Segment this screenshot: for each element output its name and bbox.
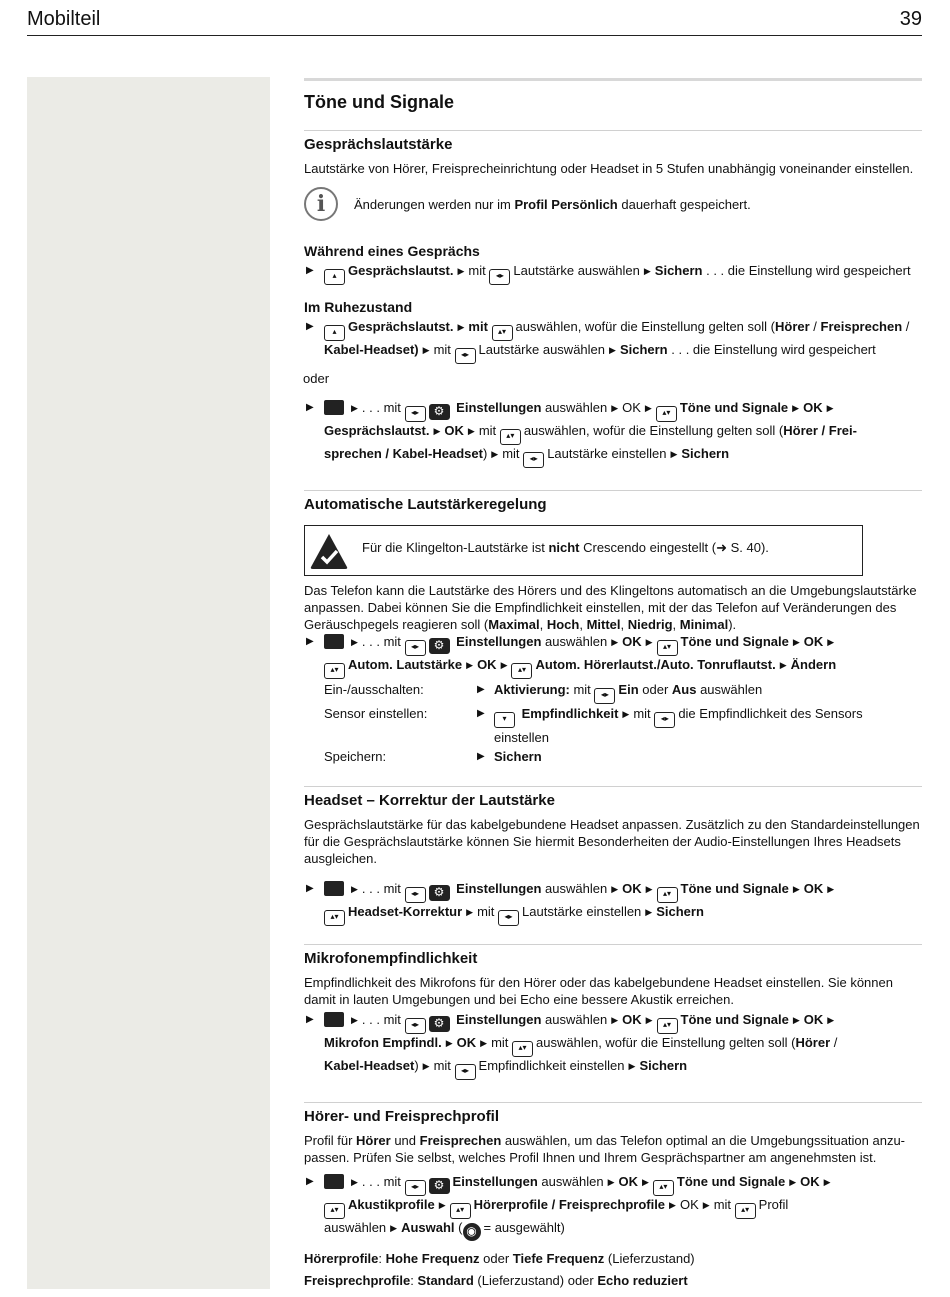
info-note: i Änderungen werden nur im Profil Persönlich dauerhaft gespeichert. — [304, 187, 922, 237]
arrow-icon: ▶ — [611, 884, 619, 894]
section-title: Headset – Korrektur der Lautstärke — [304, 792, 555, 809]
arrow-icon: ▶ — [433, 426, 441, 436]
nav-leftright-icon: ◂▸ — [489, 269, 510, 285]
nav-4way-icon: ◂▸ — [405, 406, 426, 422]
section-title: Mikrofonempfindlichkeit — [304, 950, 478, 967]
nav-updown-icon: ▴▾ — [450, 1203, 471, 1219]
arrow-icon: ▶ — [477, 751, 485, 762]
nav-4way-icon: ◂▸ — [405, 1018, 426, 1034]
oder-text: oder — [303, 371, 330, 386]
arrow-icon: ▶ — [643, 266, 651, 276]
warning-check-icon — [309, 532, 349, 570]
section-profile — [304, 1102, 922, 1289]
arrow-icon: ▶ — [466, 907, 474, 917]
footnote-hoererprofile: Hörerprofile: Hohe Frequenz oder Tiefe Frequenz (Lieferzustand) — [304, 1251, 695, 1266]
section-text: Profil für Hörer und Freisprechen auswählen, um das Telefon optimal an die Umgebungssituation anzu- passen. Prüfen Sie selbst, welches Profil Ihnen und Ihrem Gesprächspartner am angenehmsten ist. — [304, 1133, 906, 1165]
arrow-icon: ▶ — [480, 1038, 488, 1048]
arrow-icon: ▶ — [823, 1177, 831, 1187]
page-number: 39 — [899, 8, 922, 30]
nav-4way-icon: ◂▸ — [405, 640, 426, 656]
menu-key-icon — [324, 1012, 344, 1027]
section-text: Empfindlichkeit des Mikrofons für den Hörer oder das kabelgebundene Headset einstellen. Sie können damit in lauten Umgebungen und bei Echo eine bessere Akustik erreichen. — [304, 975, 893, 1007]
arrow-icon: ▶ — [351, 1177, 358, 1187]
nav-updown-icon: ▴▾ — [656, 406, 677, 422]
instruction-line: ▶ ▶ . . . mit ◂▸ ⚙ Einstellungen auswählen ▶ OK ▶ ▴▾ Töne und Signale ▶ OK ▶ Gesprächslautst. ▶ OK ▶ mit ▴▾ auswählen, wofür die Einstellung gelten soll (Hörer / Frei- sprechen / Kabel-Headset) ▶ mit ◂▸ Lautstärke einstellen ▶ Sichern — [304, 399, 922, 468]
arrow-icon: ▶ — [457, 322, 465, 332]
nav-updown-icon: ▴▾ — [324, 663, 345, 679]
link-arrow-icon: ➜ — [716, 540, 727, 555]
instruction-line: ▶ ▴ Gesprächslautst. ▶ mit ▴▾ auswählen, wofür die Einstellung gelten soll (Hörer / Freisprechen / Kabel-Headset) ▶ mit ◂▸ Lautstärke auswählen ▶ Sichern . . . die Einstellung wird gespeichert — [304, 318, 922, 364]
top-rule — [304, 78, 922, 81]
arrow-icon: ▶ — [306, 321, 314, 332]
nav-up-icon: ▴ — [324, 325, 345, 341]
arrow-icon: ▶ — [306, 636, 314, 647]
arrow-icon: ▶ — [500, 660, 508, 670]
nav-up-icon: ▴ — [324, 269, 345, 285]
arrow-icon: ▶ — [827, 637, 835, 647]
nav-updown-icon: ▴▾ — [324, 910, 345, 926]
arrow-icon: ▶ — [390, 1223, 398, 1233]
instruction-line: ▶ ▶ . . . mit ◂▸ ⚙ Einstellungen auswählen ▶ OK ▶ ▴▾ Töne und Signale ▶ OK ▶ ▴▾ Akustikprofile ▶ ▴▾ Hörerprofile / Freisprechprofile ▶ OK ▶ mit ▴▾ Profil auswählen ▶ Auswahl ( ◉ = ausgewählt) — [304, 1173, 922, 1241]
section-gespraechslautstaerke — [304, 130, 922, 468]
menu-key-icon — [324, 400, 344, 415]
instruction-line: ▶ ▶ . . . mit ◂▸ ⚙ Einstellungen auswählen ▶ OK ▶ ▴▾ Töne und Signale ▶ OK ▶ Mikrofon Empfindl. ▶ OK ▶ mit ▴▾ auswählen, wofür die Einstellung gelten soll (Hörer / Kabel-Headset) ▶ mit ◂▸ Empfindlichkeit einstellen ▶ Sichern — [304, 1011, 922, 1080]
arrow-icon: ▶ — [789, 1177, 797, 1187]
gear-icon: ⚙ — [429, 1178, 450, 1194]
arrow-icon: ▶ — [438, 1200, 446, 1210]
nav-updown-icon: ▴▾ — [512, 1041, 533, 1057]
warning-box: Für die Klingelton-Lautstärke ist nicht Crescendo eingestellt (➜ S. 40). — [304, 525, 863, 576]
arrow-icon: ▶ — [306, 1176, 314, 1187]
menu-key-icon — [324, 1174, 344, 1189]
arrow-icon: ▶ — [645, 637, 653, 647]
arrow-icon: ▶ — [491, 449, 499, 459]
row-label: Speichern: — [324, 749, 387, 764]
footnote-freisprechprofile: Freisprechprofile: Standard (Lieferzustand) oder Echo reduziert — [304, 1273, 688, 1288]
sidebar-panel — [27, 77, 270, 1289]
nav-updown-icon: ▴▾ — [324, 1203, 345, 1219]
arrow-icon: ▶ — [609, 345, 616, 355]
arrow-icon: ▶ — [827, 1015, 835, 1025]
nav-updown-icon: ▴▾ — [511, 663, 532, 679]
arrow-icon: ▶ — [702, 1200, 710, 1210]
arrow-icon: ▶ — [622, 709, 630, 719]
nav-updown-icon: ▴▾ — [657, 1018, 678, 1034]
page-header — [27, 6, 922, 36]
nav-leftright-icon: ◂▸ — [594, 688, 615, 704]
arrow-icon: ▶ — [645, 884, 653, 894]
gear-icon: ⚙ — [429, 404, 450, 420]
page-title: Töne und Signale — [304, 92, 455, 112]
nav-leftright-icon: ◂▸ — [498, 910, 519, 926]
nav-4way-icon: ◂▸ — [405, 887, 426, 903]
arrow-icon: ▶ — [445, 1038, 453, 1048]
nav-updown-icon: ▴▾ — [657, 640, 678, 656]
menu-key-icon — [324, 634, 344, 649]
gear-icon: ⚙ — [429, 1016, 450, 1032]
arrow-icon: ▶ — [611, 1015, 619, 1025]
section-text: Gesprächslautstärke für das kabelgebundene Headset anpassen. Zusätzlich zu den Standardeinstellungen für die Gesprächslautstärke können Sie hiermit Besonderheiten der Audio-Einstellungen Ihres Headsets ausgleichen. — [304, 817, 920, 866]
gear-icon: ⚙ — [429, 885, 450, 901]
section-headset-korrektur — [304, 786, 922, 926]
arrow-icon: ▶ — [792, 637, 800, 647]
nav-leftright-icon: ◂▸ — [455, 1064, 476, 1080]
arrow-icon: ▶ — [467, 426, 475, 436]
selected-radio-icon: ◉ — [463, 1223, 481, 1241]
arrow-icon: ▶ — [645, 1015, 653, 1025]
arrow-icon: ▶ — [792, 1015, 800, 1025]
arrow-icon: ▶ — [351, 403, 358, 413]
section-automatische-lautstaerke — [304, 490, 922, 766]
nav-updown-icon: ▴▾ — [492, 325, 513, 341]
section-title: Automatische Lautstärkeregelung — [304, 496, 547, 513]
section-mikrofon — [304, 944, 922, 1080]
row-value: ▶ ▾ Empfindlichkeit ▶ mit ◂▸ die Empfindlichkeit des Sensors einstellen — [477, 706, 863, 745]
arrow-icon: ▶ — [779, 660, 787, 670]
arrow-icon: ▶ — [645, 907, 653, 917]
arrow-icon: ▶ — [306, 402, 314, 413]
nav-updown-icon: ▴▾ — [657, 887, 678, 903]
row-value: ▶ Aktivierung: mit ◂▸ Ein oder Aus auswählen — [474, 680, 922, 704]
arrow-icon: ▶ — [351, 1015, 358, 1025]
nav-updown-icon: ▴▾ — [735, 1203, 756, 1219]
arrow-icon: ▶ — [628, 1061, 636, 1071]
row-label: Sensor einstellen: — [324, 706, 428, 721]
nav-leftright-icon: ◂▸ — [523, 452, 544, 468]
row-label: Ein-/ausschalten: — [324, 682, 424, 697]
subsection-title: Im Ruhezustand — [304, 299, 413, 315]
arrow-icon: ▶ — [477, 684, 485, 695]
nav-4way-icon: ◂▸ — [405, 1180, 426, 1196]
header-title: Mobilteil — [27, 8, 101, 30]
arrow-icon: ▶ — [351, 884, 358, 894]
row-value: ▶ Sichern — [477, 749, 542, 764]
section-intro: Lautstärke von Hörer, Freisprecheinrichtung oder Headset in 5 Stufen unabhängig voneinander einstellen. — [304, 161, 914, 176]
arrow-icon: ▶ — [670, 449, 678, 459]
arrow-icon: ▶ — [792, 403, 800, 413]
arrow-icon: ▶ — [827, 884, 835, 894]
arrow-icon: ▶ — [611, 637, 619, 647]
instruction-line: ▶ ▴ Gesprächslautst. ▶ mit ◂▸ Lautstärke auswählen ▶ Sichern . . . die Einstellung wird gespeichert — [304, 262, 922, 285]
arrow-icon: ▶ — [792, 884, 800, 894]
nav-leftright-icon: ◂▸ — [654, 712, 675, 728]
arrow-icon: ▶ — [611, 403, 619, 413]
nav-updown-icon: ▴▾ — [653, 1180, 674, 1196]
arrow-icon: ▶ — [477, 708, 485, 719]
nav-updown-icon: ▴▾ — [500, 429, 521, 445]
subsection-title: Während eines Gesprächs — [304, 243, 480, 259]
arrow-icon: ▶ — [306, 265, 314, 276]
settings-table — [304, 680, 922, 766]
arrow-icon: ▶ — [826, 403, 834, 413]
arrow-icon: ▶ — [351, 637, 358, 647]
arrow-icon: ▶ — [641, 1177, 649, 1187]
arrow-icon: ▶ — [607, 1177, 615, 1187]
arrow-icon: ▶ — [644, 403, 652, 413]
arrow-icon: ▶ — [457, 266, 465, 276]
arrow-icon: ▶ — [306, 883, 314, 894]
instruction-line: ▶ ▶ . . . mit ◂▸ ⚙ Einstellungen auswählen ▶ OK ▶ ▴▾ Töne und Signale ▶ OK ▶ ▴▾ Autom. Lautstärke ▶ OK ▶ ▴▾ Autom. Hörerlautst./Auto. Tonruflautst. ▶ Ändern — [304, 633, 922, 679]
main-content — [304, 78, 922, 1289]
info-icon: i — [304, 187, 338, 221]
section-title: Hörer- und Freisprechprofil — [304, 1108, 500, 1125]
section-text: Das Telefon kann die Lautstärke des Hörers und des Klingeltons automatisch an die Umgebungslautstärke anpassen. Dabei können Sie die Empfindlichkeit einstellen, mit der das Telefon auf Veränderungen des Geräuschpegels reagieren soll (Maximal, Hoch, Mittel, Niedrig, Minimal). — [304, 583, 917, 632]
arrow-icon: ▶ — [669, 1200, 676, 1210]
menu-key-icon — [324, 881, 344, 896]
arrow-icon: ▶ — [306, 1014, 314, 1025]
section-title: Gesprächslautstärke — [304, 136, 453, 153]
gear-icon: ⚙ — [429, 638, 450, 654]
instruction-line: ▶ ▶ . . . mit ◂▸ ⚙ Einstellungen auswählen ▶ OK ▶ ▴▾ Töne und Signale ▶ OK ▶ ▴▾ Headset-Korrektur ▶ mit ◂▸ Lautstärke einstellen ▶ Sichern — [304, 880, 922, 926]
nav-down-icon: ▾ — [494, 712, 515, 728]
arrow-icon: ▶ — [422, 345, 430, 355]
nav-leftright-icon: ◂▸ — [455, 348, 476, 364]
arrow-icon: ▶ — [466, 660, 474, 670]
arrow-icon: ▶ — [422, 1061, 430, 1071]
